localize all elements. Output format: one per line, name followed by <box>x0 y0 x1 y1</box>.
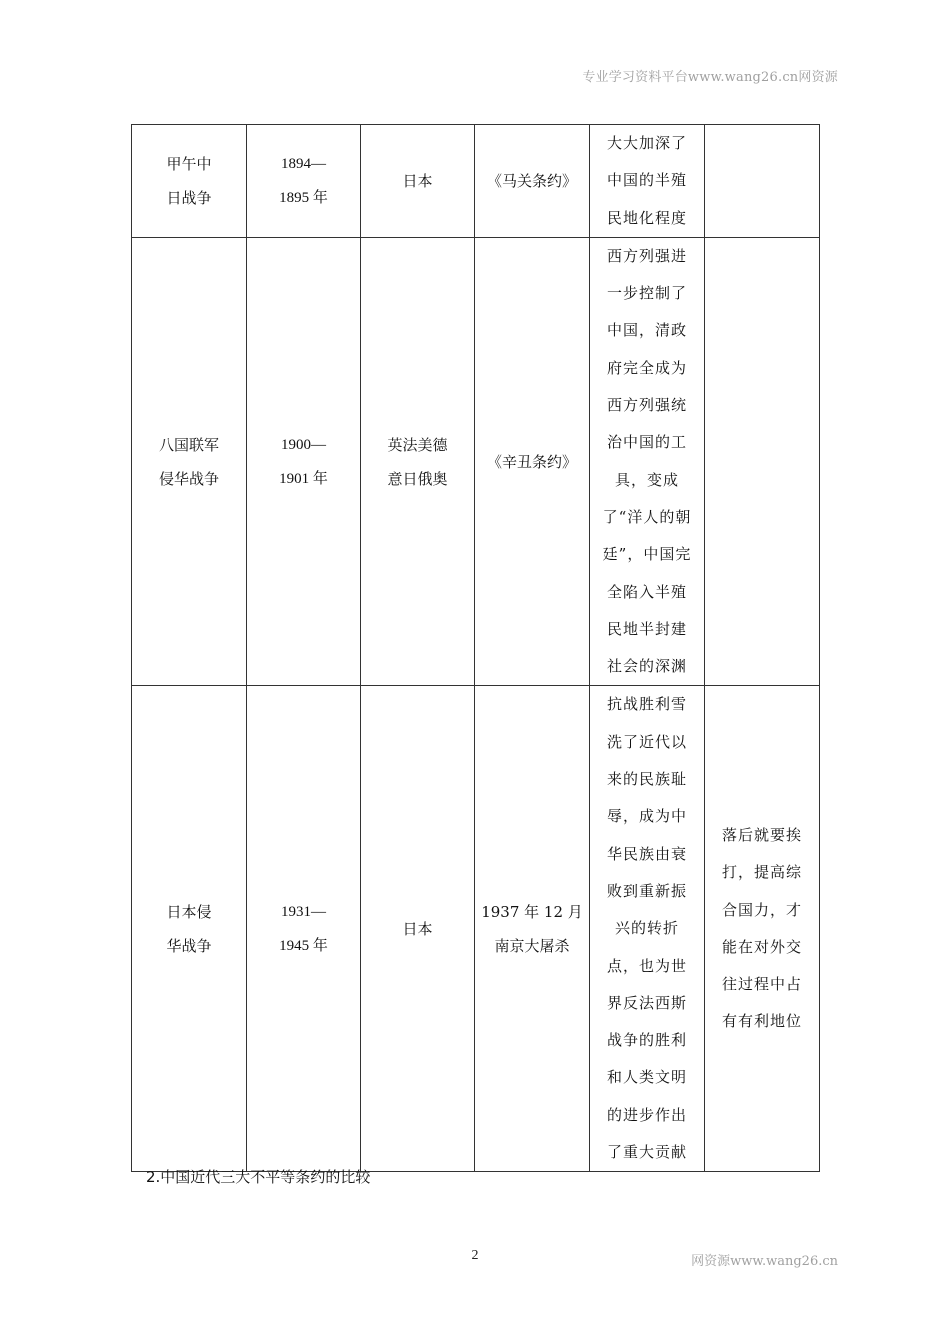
cell-invader <box>361 237 475 686</box>
cell-effect <box>590 237 705 686</box>
invader: 英法美德 意日俄奥 <box>387 435 448 488</box>
table-row <box>132 237 820 686</box>
table-row <box>132 125 820 238</box>
page-number: 2 <box>471 1248 479 1263</box>
effect: 西方列强进一步控制了中国，清政府完全成为西方列强统治中国的工具，变成了“洋人的朝廷”，中国完全陷入半殖民地半封建社会的深渊 <box>602 246 692 676</box>
invader: 日本 <box>402 171 433 190</box>
cell-lesson <box>705 686 820 1172</box>
effect: 大大加深了中国的半殖民地化程度 <box>606 134 687 227</box>
war-time: 1894— 1895 年 <box>279 155 328 206</box>
cell-time <box>247 125 361 238</box>
cell-time <box>247 686 361 1172</box>
cell-event <box>475 125 590 238</box>
cell-war <box>132 237 247 686</box>
cell-event <box>475 237 590 686</box>
event: 《马关条约》 <box>486 171 577 190</box>
cell-event <box>475 686 590 1172</box>
event: 1937 年 12 月南京大屠杀 <box>481 902 583 955</box>
cell-war <box>132 686 247 1172</box>
cell-time <box>247 237 361 686</box>
cell-war <box>132 125 247 238</box>
cell-invader <box>361 125 475 238</box>
invader: 日本 <box>402 919 433 938</box>
war-name: 甲午中 日战争 <box>166 154 212 207</box>
war-name: 日本侵 华战争 <box>166 902 212 955</box>
war-time: 1900— 1901 年 <box>279 436 328 487</box>
war-time: 1931— 1945 年 <box>279 903 328 954</box>
cell-effect <box>590 125 705 238</box>
cell-invader <box>361 686 475 1172</box>
cell-effect <box>590 686 705 1172</box>
section-caption: 2.中国近代三大不平等条约的比较 <box>146 1168 371 1186</box>
war-table <box>131 124 820 1172</box>
table-row <box>132 686 820 1172</box>
effect: 抗战胜利雪洗了近代以来的民族耻辱，成为中华民族由衰败到重新振兴的转折点，也为世界反法西斯战争的胜利和人类文明的进步作出了重大贡献 <box>606 695 687 1162</box>
footer-watermark: 网资源www.wang26.cn <box>691 1254 838 1269</box>
lesson: 落后就要挨打，提高综合国力，才能在对外交往过程中占有有利地位 <box>721 825 802 1031</box>
event: 《辛丑条约》 <box>486 452 577 471</box>
cell-lesson <box>705 125 820 238</box>
header-watermark: 专业学习资料平台www.wang26.cn网资源 <box>582 70 838 85</box>
war-name: 八国联军 侵华战争 <box>158 435 219 488</box>
cell-lesson <box>705 237 820 686</box>
